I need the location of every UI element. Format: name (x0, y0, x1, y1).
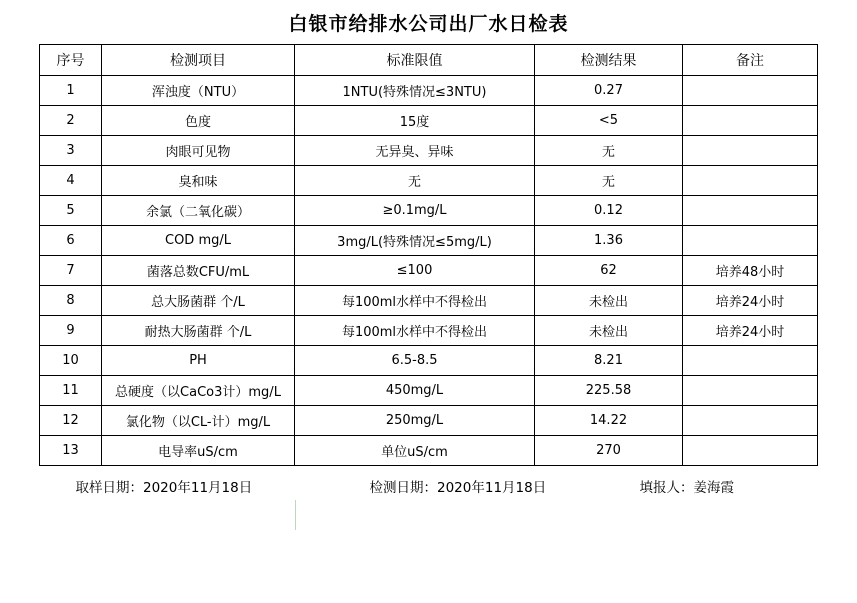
table-row (40, 316, 818, 346)
table-row (40, 136, 818, 166)
cell-item: 肉眼可见物 (102, 136, 295, 166)
cell-result: 无 (535, 136, 683, 166)
cell-item: PH (102, 346, 295, 376)
cell-note (683, 136, 818, 166)
table-row (40, 76, 818, 106)
cell-note (683, 106, 818, 136)
column-header-result: 检测结果 (535, 45, 683, 76)
cell-limit: 无 (295, 166, 535, 196)
cell-result: 未检出 (535, 316, 683, 346)
cell-no: 9 (40, 316, 102, 346)
cell-limit: 15度 (295, 106, 535, 136)
cell-note: 培养48小时 (683, 256, 818, 286)
table-row (40, 436, 818, 466)
table-row (40, 406, 818, 436)
cell-limit: 每100ml水样中不得检出 (295, 316, 535, 346)
cell-result: 1.36 (535, 226, 683, 256)
cell-limit: 无异臭、异味 (295, 136, 535, 166)
table-row (40, 256, 818, 286)
cell-limit: 3mg/L(特殊情况≤5mg/L) (295, 226, 535, 256)
cell-no: 1 (40, 76, 102, 106)
cell-result: 0.12 (535, 196, 683, 226)
cell-no: 8 (40, 286, 102, 316)
table-row (40, 106, 818, 136)
column-header-limit: 标准限值 (295, 45, 535, 76)
cell-item: 总大肠菌群 个/L (102, 286, 295, 316)
cell-result: 未检出 (535, 286, 683, 316)
cell-result: 8.21 (535, 346, 683, 376)
column-header-item: 检测项目 (102, 45, 295, 76)
cell-result: 0.27 (535, 76, 683, 106)
table-row (40, 376, 818, 406)
cell-limit: ≤100 (295, 256, 535, 286)
cell-item: 臭和味 (102, 166, 295, 196)
cell-note (683, 196, 818, 226)
table-header (40, 45, 818, 76)
cell-no: 10 (40, 346, 102, 376)
cell-item: 余氯（二氧化碳） (102, 196, 295, 226)
cell-no: 7 (40, 256, 102, 286)
cell-note: 培养24小时 (683, 316, 818, 346)
cell-no: 11 (40, 376, 102, 406)
cell-limit: 1NTU(特殊情况≤3NTU) (295, 76, 535, 106)
cell-result: 225.58 (535, 376, 683, 406)
table-row (40, 226, 818, 256)
column-header-note: 备注 (683, 45, 818, 76)
cell-note: 培养24小时 (683, 286, 818, 316)
cell-item: 色度 (102, 106, 295, 136)
cell-limit: 每100ml水样中不得检出 (295, 286, 535, 316)
cell-limit: 450mg/L (295, 376, 535, 406)
cell-result: 无 (535, 166, 683, 196)
cell-limit: 250mg/L (295, 406, 535, 436)
cell-item: 电导率uS/cm (102, 436, 295, 466)
cell-result: 270 (535, 436, 683, 466)
sample-date: 取样日期：2020年11月18日 (75, 480, 253, 496)
scan-artifact (295, 500, 296, 530)
cell-limit: 单位uS/cm (295, 436, 535, 466)
cell-note (683, 166, 818, 196)
cell-no: 6 (40, 226, 102, 256)
cell-note (683, 406, 818, 436)
cell-result: 62 (535, 256, 683, 286)
cell-no: 13 (40, 436, 102, 466)
cell-item: 浑浊度（NTU） (102, 76, 295, 106)
cell-item: COD mg/L (102, 226, 295, 256)
cell-note (683, 76, 818, 106)
cell-note (683, 346, 818, 376)
cell-item: 耐热大肠菌群 个/L (102, 316, 295, 346)
table-row (40, 346, 818, 376)
table-header-row (40, 45, 818, 76)
column-header-no: 序号 (40, 45, 102, 76)
cell-item: 总硬度（以CaCo3计）mg/L (102, 376, 295, 406)
cell-result: <5 (535, 106, 683, 136)
cell-note (683, 226, 818, 256)
table-body (40, 76, 818, 466)
cell-no: 5 (40, 196, 102, 226)
table-row (40, 286, 818, 316)
table-row (40, 196, 818, 226)
footer (40, 466, 818, 502)
cell-item: 氯化物（以CL-计）mg/L (102, 406, 295, 436)
cell-no: 12 (40, 406, 102, 436)
cell-limit: 6.5-8.5 (295, 346, 535, 376)
water-quality-table (39, 44, 818, 466)
cell-note (683, 376, 818, 406)
test-date: 检测日期：2020年11月18日 (369, 480, 547, 496)
cell-no: 3 (40, 136, 102, 166)
cell-item: 菌落总数CFU/mL (102, 256, 295, 286)
filler-name: 填报人：姜海霞 (639, 480, 734, 496)
cell-no: 2 (40, 106, 102, 136)
cell-no: 4 (40, 166, 102, 196)
table-row (40, 166, 818, 196)
cell-note (683, 436, 818, 466)
cell-limit: ≥0.1mg/L (295, 196, 535, 226)
cell-result: 14.22 (535, 406, 683, 436)
page-title: 白银市给排水公司出厂水日检表 (288, 13, 569, 35)
